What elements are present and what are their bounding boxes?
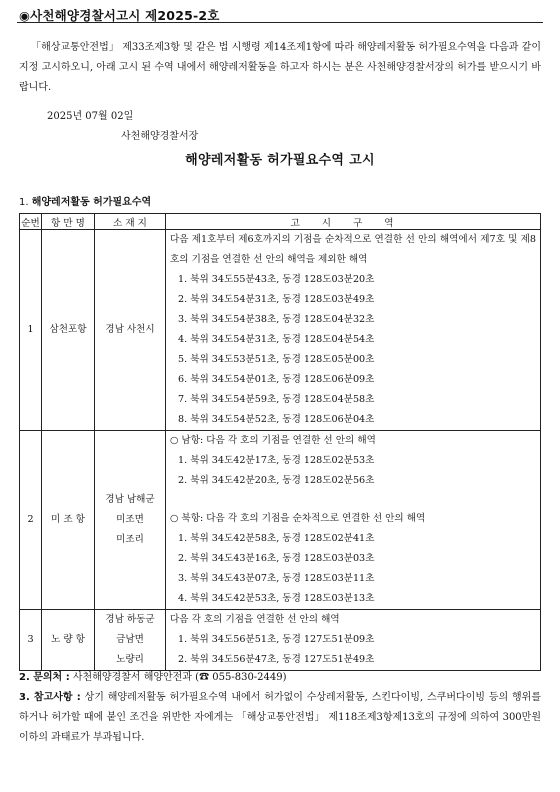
coord-line: 5. 북위 34도53분51초, 동경 128도05분00초	[178, 354, 375, 365]
coord-line: 7. 북위 34도54분59초, 동경 128도04분58초	[178, 394, 375, 405]
coord-line: 8. 북위 34도54분52초, 동경 128도06분04초	[178, 414, 375, 425]
location-line: 미조리	[116, 534, 144, 545]
notes-section	[19, 668, 541, 748]
row-location	[95, 431, 166, 610]
location-line: 경남 사천시	[105, 324, 155, 335]
area-description: 다음 제1호부터 제6호까지의 기점을 순차적으로 연결한 선 안의 해역에서 제7호 및 제8호의 기점을 연결한 선 안의 해역을 제외한 해역	[170, 234, 536, 265]
location-line: 금남면	[116, 634, 144, 645]
coord-line: 2. 북위 34도54분31초, 동경 128도03분49초	[178, 294, 375, 305]
intro-paragraph: 「해상교통안전법」 제33조제3항 및 같은 법 시행령 제14조제1항에 따라 해양레저활동 허가필요수역을 다음과 같이 지정 고시하오니, 아래 고시 된 수역 내에서 해양레저활동을 하고자 하시는 분은 사천해양경찰서장의 허가를 받으시기 바랍니다.	[19, 42, 541, 93]
row-port: 미 조 항	[42, 431, 95, 610]
row-no: 1	[20, 230, 42, 431]
coord-line: 6. 북위 34도54분01초, 동경 128도06분09초	[178, 374, 375, 385]
section-1-heading	[19, 193, 151, 208]
coord-line: 1. 북위 34도56분51초, 동경 127도51분09초	[178, 634, 375, 645]
header-port: 항 만 명	[42, 214, 95, 230]
table-row	[20, 431, 541, 610]
designated-areas-table	[19, 213, 541, 671]
notice-date: 2025년 07월 02일	[47, 111, 134, 122]
location-line: 노량리	[116, 654, 144, 665]
table-row	[20, 610, 541, 671]
header-area: 고시구역	[166, 214, 541, 230]
table-row	[20, 230, 541, 431]
north-port-description: ○ 북항: 다음 각 호의 기점을 순차적으로 연결한 선 안의 해역	[170, 513, 426, 524]
coord-line: 3. 북위 34도54분38초, 동경 128도04분32초	[178, 314, 375, 325]
spacer	[170, 491, 536, 509]
south-port-description: ○ 남항: 다음 각 호의 기점을 연결한 선 안의 해역	[170, 435, 376, 446]
row-location	[95, 610, 166, 671]
row-no: 3	[20, 610, 42, 671]
inquiry-note	[19, 668, 541, 688]
row-no: 2	[20, 431, 42, 610]
inquiry-text: 사천해양경찰서 해양안전과 (☎ 055-830-2449)	[72, 672, 287, 683]
coord-line: 1. 북위 34도42분58초, 동경 128도02분41초	[178, 533, 375, 544]
coord-line: 1. 북위 34도55분43초, 동경 128도03분20초	[178, 274, 375, 285]
row-port: 삼천포항	[42, 230, 95, 431]
coord-line: 1. 북위 34도42분17초, 동경 128도02분53초	[178, 455, 375, 466]
area-description: 다음 각 호의 기점을 연결한 선 안의 해역	[170, 614, 340, 625]
main-title: 해양레저활동 허가필요수역 고시	[185, 153, 375, 168]
header-no: 순번	[20, 214, 42, 230]
header-divider	[17, 22, 543, 23]
reference-label: 3. 참고사항 :	[19, 692, 81, 703]
coord-line: 4. 북위 34도42분53초, 동경 128도03분13초	[178, 593, 375, 604]
coord-line: 4. 북위 34도54분31초, 동경 128도04분54초	[178, 334, 375, 345]
row-area	[166, 431, 541, 610]
location-line: 경남 남해군	[105, 494, 155, 505]
section-1-number: 1.	[19, 197, 29, 208]
row-area	[166, 610, 541, 671]
location-line: 경남 하동군	[105, 614, 155, 625]
section-1-title: 해양레저활동 허가필요수역	[31, 197, 152, 208]
row-port: 노 량 항	[42, 610, 95, 671]
header-location: 소 재 지	[95, 214, 166, 230]
inquiry-label: 2. 문의처 :	[19, 672, 70, 683]
coord-line: 2. 북위 34도56분47초, 동경 127도51분49초	[178, 654, 375, 665]
reference-note	[19, 688, 541, 748]
location-line: 미조면	[116, 514, 144, 525]
row-location	[95, 230, 166, 431]
coord-line: 3. 북위 34도43분07초, 동경 128도03분11초	[178, 573, 375, 584]
coord-line: 2. 북위 34도42분20초, 동경 128도02분56초	[178, 475, 375, 486]
reference-text: 상기 해양레저활동 허가필요수역 내에서 허가없이 수상레저활동, 스킨다이빙, 스쿠버다이빙 등의 행위를 하거나 허가할 때에 붙인 조건을 위반한 자에게는 「해상교통안전법」 제118조제3항제13호의 규정에 의하여 300만원 이하의 과태료가 부과됩니다.	[19, 692, 541, 743]
coord-line: 2. 북위 34도43분16초, 동경 128도03분03초	[178, 553, 375, 564]
row-area	[166, 230, 541, 431]
table-header-row	[20, 214, 541, 230]
notice-number-title: ◉사천해양경찰서고시 제2025-2호	[19, 8, 220, 23]
issuer-name: 사천해양경찰서장	[121, 131, 199, 142]
